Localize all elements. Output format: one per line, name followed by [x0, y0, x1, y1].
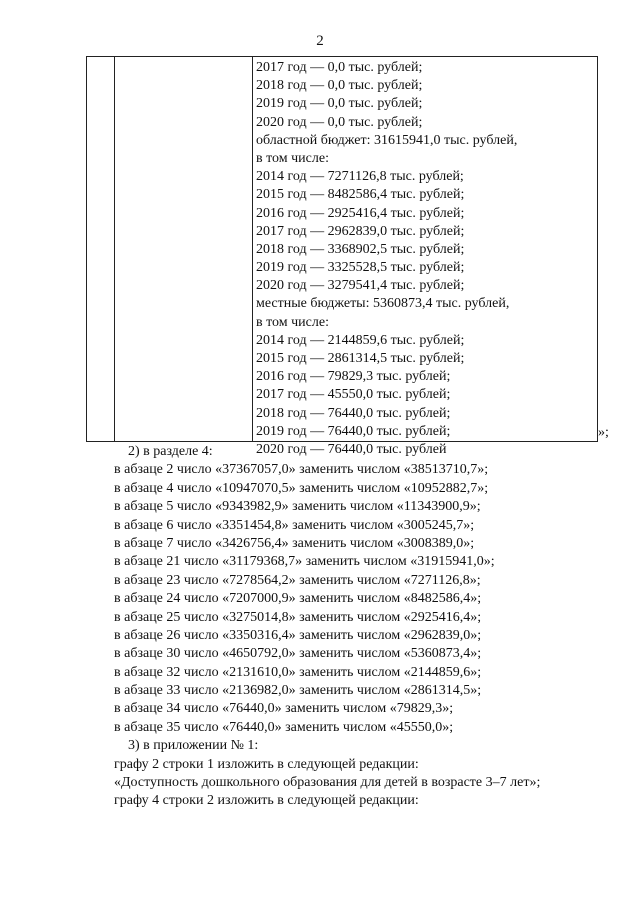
amendment-item: в абзаце 35 число «76440,0» заменить числом «45550,0»; [114, 719, 454, 735]
amendment-item: в абзаце 34 число «76440,0» заменить числом «79829,3»; [114, 701, 454, 717]
funding-cell [256, 59, 596, 459]
funding-line: 2014 год — 2144859,6 тыс. рублей; [256, 332, 465, 348]
funding-line: 2016 год — 2925416,4 тыс. рублей; [256, 205, 465, 221]
amendment-item: в абзаце 7 число «3426756,4» заменить числом «3008389,0»; [114, 535, 475, 551]
amendment-item: в абзаце 26 число «3350316,4» заменить числом «2962839,0»; [114, 627, 482, 643]
funding-line: 2019 год — 3325528,5 тыс. рублей; [256, 260, 465, 276]
funding-line: 2018 год — 76440,0 тыс. рублей; [256, 405, 451, 421]
appendix-list [114, 756, 614, 811]
funding-line: 2019 год — 0,0 тыс. рублей; [256, 96, 423, 112]
page-number: 2 [316, 33, 324, 49]
table-column-divider [114, 57, 115, 441]
closing-quote: »; [598, 425, 609, 440]
amendment-item: в абзаце 5 число «9343982,9» заменить числом «11343900,9»; [114, 499, 481, 515]
amendment-item: в абзаце 21 число «31179368,7» заменить числом «31915941,0»; [114, 554, 495, 570]
funding-line: 2020 год — 3279541,4 тыс. рублей; [256, 278, 465, 294]
funding-line: 2017 год — 0,0 тыс. рублей; [256, 60, 423, 75]
amendment-item: в абзаце 23 число «7278564,2» заменить числом «7271126,8»; [114, 572, 481, 588]
amendment-item: в абзаце 32 число «2131610,0» заменить числом «2144859,6»; [114, 664, 482, 680]
funding-line: 2018 год — 0,0 тыс. рублей; [256, 78, 423, 94]
funding-line: местные бюджеты: 5360873,4 тыс. рублей, [256, 296, 510, 312]
section4-list [114, 461, 614, 737]
appendix-item: графу 4 строки 2 изложить в следующей редакции: [114, 793, 419, 809]
funding-line: 2019 год — 76440,0 тыс. рублей; [256, 423, 451, 439]
amendment-item: в абзаце 24 число «7207000,9» заменить числом «8482586,4»; [114, 591, 482, 607]
appendix-item: «Доступность дошкольного образования для детей в возрасте 3–7 лет»; [114, 775, 541, 791]
funding-line: в том числе: [256, 314, 329, 330]
funding-line: 2015 год — 2861314,5 тыс. рублей; [256, 351, 465, 366]
amendment-item: в абзаце 2 число «37367057,0» заменить числом «38513710,7»; [114, 462, 489, 478]
funding-line: 2017 год — 45550,0 тыс. рублей; [256, 387, 451, 403]
funding-line: 2016 год — 79829,3 тыс. рублей; [256, 369, 451, 385]
funding-line: 2020 год — 76440,0 тыс. рублей [256, 441, 447, 457]
amendment-item: в абзаце 25 число «3275014,8» заменить числом «2925416,4»; [114, 609, 482, 625]
funding-line: 2017 год — 2962839,0 тыс. рублей; [256, 223, 465, 239]
appendix-item: графу 2 строки 1 изложить в следующей редакции: [114, 756, 419, 772]
appendix-heading: 3) в приложении № 1: [128, 738, 259, 754]
funding-line: в том числе: [256, 150, 329, 166]
funding-line: областной бюджет: 31615941,0 тыс. рублей, [256, 132, 518, 148]
funding-line: 2014 год — 7271126,8 тыс. рублей; [256, 169, 464, 185]
funding-line: 2020 год — 0,0 тыс. рублей; [256, 114, 423, 130]
amendment-item: в абзаце 33 число «2136982,0» заменить числом «2861314,5»; [114, 683, 482, 699]
table-column-divider [252, 57, 253, 441]
amendment-item: в абзаце 6 число «3351454,8» заменить числом «3005245,7»; [114, 517, 475, 533]
amendment-item: в абзаце 30 число «4650792,0» заменить числом «5360873,4»; [114, 646, 482, 662]
funding-line: 2015 год — 8482586,4 тыс. рублей; [256, 187, 465, 203]
funding-line: 2018 год — 3368902,5 тыс. рублей; [256, 241, 465, 257]
section4-heading: 2) в разделе 4: [128, 444, 213, 459]
amendments-text [114, 443, 614, 811]
amendment-item: в абзаце 4 число «10947070,5» заменить числом «10952882,7»; [114, 480, 489, 496]
